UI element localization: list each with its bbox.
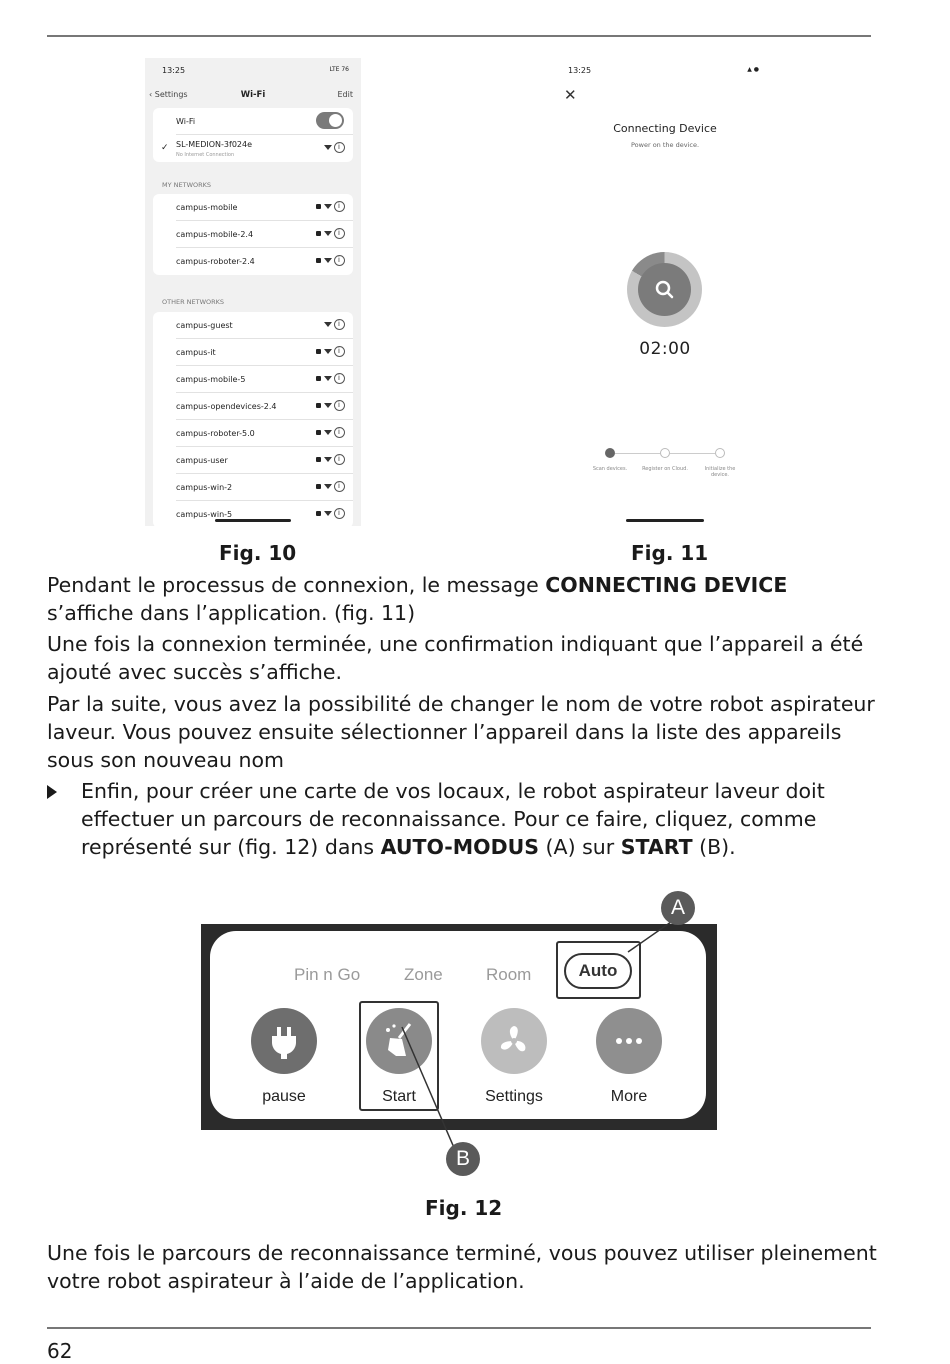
connecting-subtitle: Power on the device. [630, 141, 700, 149]
more-button[interactable]: More [579, 1008, 679, 1106]
connected-network-name: SL-MEDION-3f024e [176, 140, 253, 149]
network-name: campus-mobile-2.4 [176, 230, 254, 239]
info-icon[interactable]: i [334, 255, 345, 266]
callout-a: A [661, 891, 695, 925]
info-icon[interactable]: i [334, 454, 345, 465]
fig10-caption: Fig. 10 [219, 541, 297, 565]
network-name: campus-roboter-2.4 [176, 257, 255, 266]
countdown-timer: 02:00 [639, 339, 691, 359]
step-label-register: Register on Cloud. [642, 466, 688, 472]
edit-button[interactable]: Edit [337, 90, 353, 99]
fig11-caption: Fig. 11 [631, 541, 709, 565]
info-icon[interactable]: i [334, 373, 345, 384]
wifi-toggle-row[interactable]: Wi-Fi [153, 108, 353, 135]
info-icon[interactable]: i [334, 481, 345, 492]
info-icon[interactable]: i [334, 346, 345, 357]
mode-zone[interactable]: Zone [404, 965, 443, 984]
page-number: 62 [47, 1339, 73, 1363]
step-label-initialize: Initialize the device. [704, 466, 736, 478]
connecting-title: Connecting Device [613, 122, 717, 135]
network-name: campus-guest [176, 321, 233, 330]
status-icons: ▲ ● [747, 66, 759, 73]
network-name: campus-win-2 [176, 483, 233, 492]
callout-b: B [446, 1142, 480, 1176]
my-networks-header: MY NETWORKS [162, 181, 212, 189]
other-networks-header: OTHER NETWORKS [162, 298, 225, 306]
paragraph-rename: Par la suite, vous avez la possibilité de changer le nom de votre robot aspirateur laveur. Vous pouvez ensuite sélectionner l’appareil dans la liste des appareils sous son nouveau nom [47, 692, 875, 772]
info-icon[interactable]: i [334, 228, 345, 239]
bottom-rule [47, 1327, 871, 1329]
info-icon[interactable]: i [334, 142, 345, 153]
pause-button[interactable]: pause [234, 1008, 334, 1106]
info-icon[interactable]: i [334, 508, 345, 519]
info-icon[interactable]: i [334, 427, 345, 438]
mode-room[interactable]: Room [486, 965, 532, 984]
info-icon[interactable]: i [334, 400, 345, 411]
status-icons: LTE 76 [329, 66, 349, 73]
step-label-scan: Scan devices. [592, 466, 628, 472]
mode-pin-n-go[interactable]: Pin n Go [294, 965, 361, 984]
paragraph-final: Une fois le parcours de reconnaissance terminé, vous pouvez utiliser pleinement votre robot aspirateur à l’aide de l’application. [47, 1241, 877, 1293]
network-name: campus-opendevices-2.4 [176, 402, 277, 411]
mode-auto-button[interactable]: Auto [564, 953, 632, 989]
network-name: campus-it [176, 348, 216, 357]
start-button[interactable]: Start [349, 1008, 449, 1106]
bullet-instruction: Enfin, pour créer une carte de vos locaux, le robot aspirateur laveur doit effectuer un parcours de reconnaissance. Pour ce faire, cliquez, comme représenté sur (fig. 12) dans AUTO-MODUS (A) sur START (B). [81, 779, 825, 859]
back-button[interactable]: ‹ Settings [149, 90, 188, 99]
settings-button[interactable]: Settings [464, 1008, 564, 1106]
network-name: campus-user [176, 456, 228, 465]
status-time: 13:25 [162, 66, 186, 75]
network-name: campus-mobile [176, 203, 238, 212]
network-name: campus-win-5 [176, 510, 233, 519]
checkmark-icon: ✓ [161, 143, 169, 153]
screen-title: Wi-Fi [240, 90, 266, 100]
info-icon[interactable]: i [334, 201, 345, 212]
paragraph-confirmation: Une fois la connexion terminée, une confirmation indiquant que l’appareil a été ajouté avec succès s’affiche. [47, 632, 864, 684]
status-time: 13:25 [568, 66, 592, 75]
fig12-caption: Fig. 12 [425, 1196, 503, 1220]
paragraph-connecting: Pendant le processus de connexion, le message CONNECTING DEVICE s’affiche dans l’application. (fig. 11) [47, 573, 788, 625]
network-name: campus-roboter-5.0 [176, 429, 255, 438]
close-icon[interactable]: ✕ [564, 86, 577, 104]
network-name: campus-mobile-5 [176, 375, 246, 384]
connected-network-sub: No Internet Connection [176, 152, 235, 158]
info-icon[interactable]: i [334, 319, 345, 330]
